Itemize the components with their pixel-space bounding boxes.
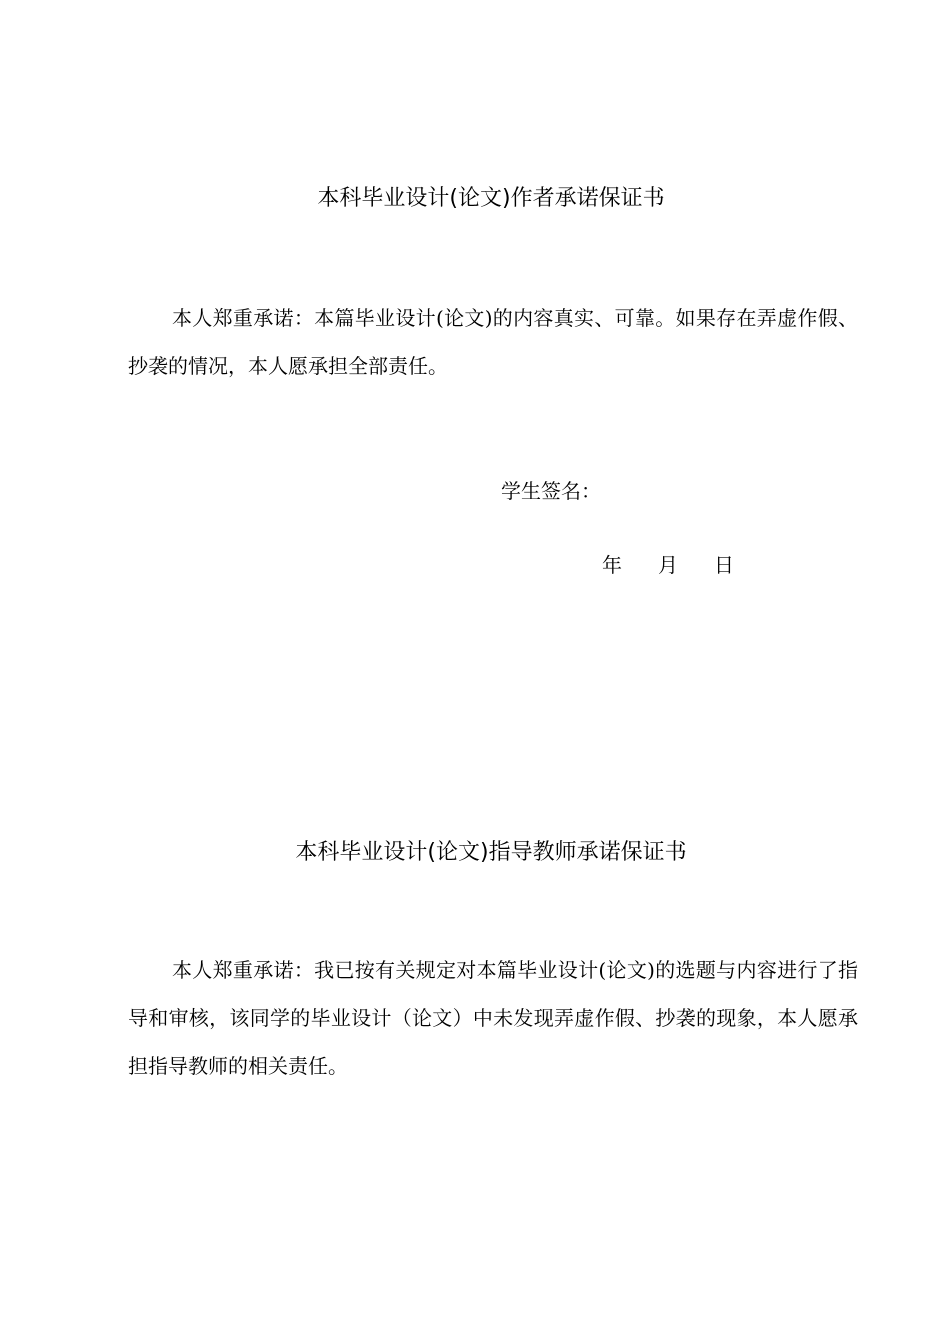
author-pledge-body: 本人郑重承诺：本篇毕业设计(论文)的内容真实、可靠。如果存在弄虚作假、抄袭的情况，本人愿承担全部责任。 (128, 306, 858, 378)
date-day-label: 日 (714, 553, 734, 577)
author-pledge-title: 本科毕业设计(论文)作者承诺保证书 (317, 186, 665, 211)
date-year-label: 年 (602, 553, 622, 577)
advisor-pledge-body: 本人郑重承诺：我已按有关规定对本篇毕业设计(论文)的选题与内容进行了指导和审核，该同学的毕业设计（论文）中未发现弄虚作假、抄袭的现象，本人愿承担指导教师的相关责任。 (128, 958, 858, 1078)
advisor-pledge-title: 本科毕业设计(论文)指导教师承诺保证书 (295, 840, 687, 865)
date-month-label: 月 (658, 553, 678, 577)
student-signature-label: 学生签名： (501, 479, 601, 503)
